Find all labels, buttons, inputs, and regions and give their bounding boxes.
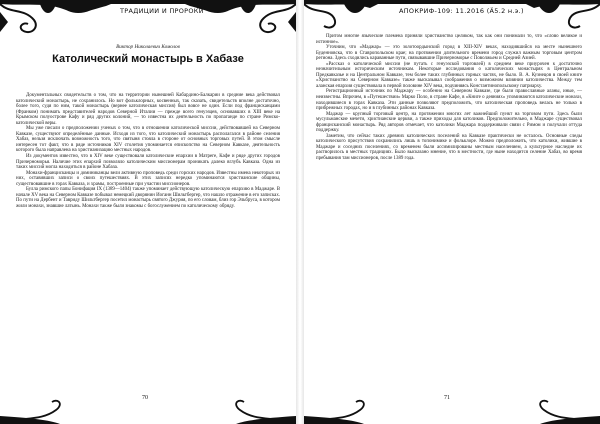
- left-running-header: ТРАДИЦИИ И ПРОРОКИ: [120, 7, 204, 15]
- right-page: [304, 0, 600, 424]
- left-paragraph-1: Документальных свидетельств о том, что на территории нынешней Кабардино-Балкарии в средние века действовал католический монастырь, не сохранилось. Но вот фольклорных, косвенных, так сказать, свидетельств вполне достаточно, более того, судя по ним, такой монастырь (вернее католическая миссия) был вовсе не один. Если под францисканцами (Франком) понимать представителей народов Северной Италии — прежде всего генуэзцев, основавших в XIII веке на Крымском полуострове Кафу и ряд других колоний, — то известна их деятельность по пропаганде по стране Римско-католической веры.: [16, 93, 280, 126]
- right-footer-ornament-icon: [304, 396, 600, 424]
- left-paragraph-2: Мы уже писали о предположении ученых о том, что в отношении католической миссии, действовавшей на Северном Кавказе, существуют определённые данные. Исходя из того, что католический монастырь располагался в районе селения Хабаз, нельзя исключать возможность того, что святыня стояла в стороне от основных торговых путей. В этом смысле интересен тот факт, что в ряде источников XIV столетия упоминается епископство на Северном Кавказе, деятельность которого была направлена на христианизацию местных народов.: [16, 126, 280, 154]
- right-page-header: [304, 0, 600, 20]
- right-header-ornament-icon: [304, 0, 600, 34]
- left-paragraph-4: Монахи-францисканцы и доминиканцы вели активную проповедь среди горских народов. Известны имена некоторых из них, оставивших записи о своих путешествиях. В этих записях нередко упоминаются христианские общины, существовавшие в горах Кавказа, и храмы, построенные при участии миссионеров.: [16, 170, 280, 187]
- left-footer-ornament-icon: [0, 396, 296, 424]
- right-body-text: [316, 34, 582, 162]
- right-paragraph-1: Притом многие языческие племена приняли христианство целиком, так как они понимали то, что «слово великое и истинное».: [316, 34, 582, 45]
- right-paragraph-6: Заметим, что сейчас таких древних католических поселений на Кавказе практически не осталось. Основные следы католического присутствия сохранились лишь в топонимике и фольклоре. Можно предположить, что католики, жившие в Маджаре и соседних поселениях, со временем были ассимилированы местным населением, а культурное наследие их растворилось в местных традициях. Было высказано мнение, что в местности, где ныне находится селение Хабаз, во время пребывания там миссионеров, после 1389 года.: [316, 133, 582, 162]
- left-page-header: [0, 0, 296, 20]
- left-page: [0, 0, 296, 424]
- right-paragraph-3: «Рассказ о католической миссии (не путать с генуэзской торговлей) в среднем веке приурочен к достаточно незначительным историческим источникам. Некоторые исследования о католических монастырях в Центральном Предкавказье и на Центральном Кавказе, тем более таких глубинных горных частях, не было. В. А. Кузнецов в своей книге «Христианство на Северном Кавказе» также высказывал соображения о возможном влиянии католичества. Между тем аланская епархия существовала в первой половине XIV века, подчиняясь Константинопольскому патриарху.: [316, 61, 582, 89]
- right-page-number: 71: [444, 395, 450, 401]
- book-gutter: [296, 0, 304, 424]
- article-title: Католический монастырь в Хабазе: [52, 53, 244, 65]
- right-paragraph-5: Маджар — крупный торговый центр, на протяжении многих лет важнейший пункт на торговом пути. Здесь были мусульманские мечети, христианские церкви, а также приходы для католиков. Предположительно, в Маджаре существовал францисканский монастырь. Ряд авторов отмечает, что католики Маджара поддерживали связи с Римом и получали оттуда поддержку.: [316, 111, 582, 134]
- left-paragraph-3: Из документов известно, что в XIV веке существовали католические епархии в Матреге, Кафе и ряде других городов Причерноморья. Наличие этих епархий позволяло католическим миссионерам проникать далеко вглубь Кавказа. Одна из таких миссий могла находиться в районе Хабаза.: [16, 154, 280, 171]
- right-running-header: АПОКРИФ-109: 11.2016 (Ä5.2 н.э.): [399, 7, 524, 15]
- left-paragraph-5: Булла римского папы Бонифация IX (1389—1404) также упоминает действующую католическую епархию в Маджаре. В начале XV века на Северном Кавказе побывал немецкий дворянин Иоганн Шильтбергер, что нашло отражение в его записках. По пути на Дербент и Тавриду Шильтбергер посетил монастырь святого Джурия, по его словам, близ гор Эльбруса, в котором жили монахи, знавшие латынь. Монахи также были знакомы с богослужением по католическому обряду.: [16, 187, 280, 209]
- left-page-number: 70: [142, 395, 148, 401]
- left-body-text: [16, 93, 280, 209]
- right-paragraph-4: Регистрационный источник по Маджару — особенно на Северном Кавказе, где были православные аланы, иные, — неизвестны. Впрочем, в «Путешествии» Марко Поло, в стране Кафе, в «Книге о деяниях» упоминаются католические монахи, находившиеся в горах Кавказа. Эти данные позволяют предположить, что католическая проповедь велась не только в прибрежных городах, но и в глубинных районах Кавказа.: [316, 89, 582, 112]
- article-author: Виктор Николаевич Комолов: [116, 44, 180, 50]
- left-header-ornament-icon: [0, 0, 296, 40]
- right-paragraph-2: Уточним, что «Маджар» — это золотоордынский город в XIII-XIV веках, находившийся на месте нынешнего Буденновска, что в Ставропольском крае; на протяжении длительного времени город служил важным торговым центром региона. Здесь сходились караванные пути, связывавшие Причерноморье с Поволжьем и Средней Азией.: [316, 45, 582, 62]
